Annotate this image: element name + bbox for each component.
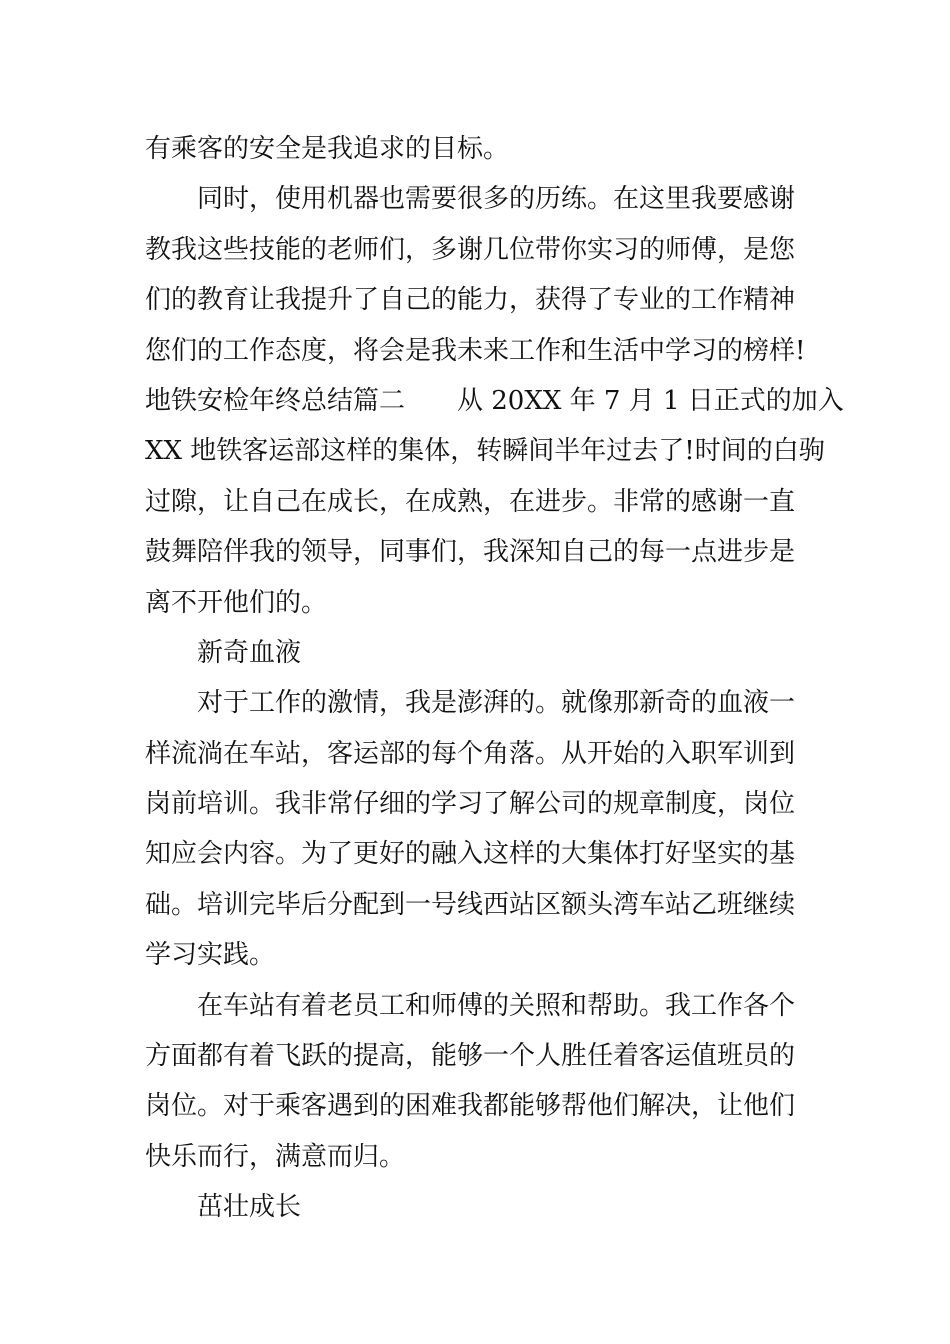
text-line: 础。培训完毕后分配到一号线西站区额头湾车站乙班继续 <box>145 889 796 920</box>
text-line: 快乐而行，满意而归。 <box>145 1141 406 1172</box>
subheading: 茁壮成长 <box>197 1192 302 1223</box>
text-line: 鼓舞陪伴我的领导，同事们，我深知自己的每一点进步是 <box>145 537 796 568</box>
paragraph-first-line: 对于工作的激情，我是澎湃的。就像那新奇的血液一 <box>197 688 796 719</box>
text-line: 岗位。对于乘客遇到的困难我都能够帮他们解决，让他们 <box>145 1091 796 1122</box>
subheading: 新奇血液 <box>197 637 302 668</box>
text-line: 有乘客的安全是我追求的目标。 <box>145 134 510 164</box>
paragraph-first-line: 同时，使用机器也需要很多的历练。在这里我要感谢 <box>197 184 796 215</box>
text-line: 方面都有着飞跃的提高，能够一个人胜任着客运值班员的 <box>145 1041 796 1072</box>
text-line: 样流淌在车站，客运部的每个角落。从开始的入职军训到 <box>145 738 796 769</box>
paragraph-first-line: 在车站有着老员工和师傅的关照和帮助。我工作各个 <box>197 990 796 1021</box>
text-line: 岗前培训。我非常仔细的学习了解公司的规章制度，岗位 <box>145 789 796 820</box>
text-line: 离不开他们的。 <box>145 587 328 618</box>
section-heading-line: 地铁安检年终总结篇二 从 20XX 年 7 月 1 日正式的加入 <box>145 385 844 416</box>
text-line: XX 地铁客运部这样的集体，转瞬间半年过去了!时间的白驹 <box>145 436 825 467</box>
text-line: 学习实践。 <box>145 940 276 971</box>
text-line: 过隙，让自己在成长，在成熟，在进步。非常的感谢一直 <box>145 486 796 517</box>
text-line: 知应会内容。为了更好的融入这样的大集体打好坚实的基 <box>145 839 796 870</box>
text-line: 教我这些技能的老师们，多谢几位带你实习的师傅，是您 <box>145 234 796 265</box>
document-body <box>145 124 844 1233</box>
text-line: 您们的工作态度，将会是我未来工作和生活中学习的榜样! <box>145 335 806 366</box>
text-line: 们的教育让我提升了自己的能力，获得了专业的工作精神 <box>145 285 796 316</box>
